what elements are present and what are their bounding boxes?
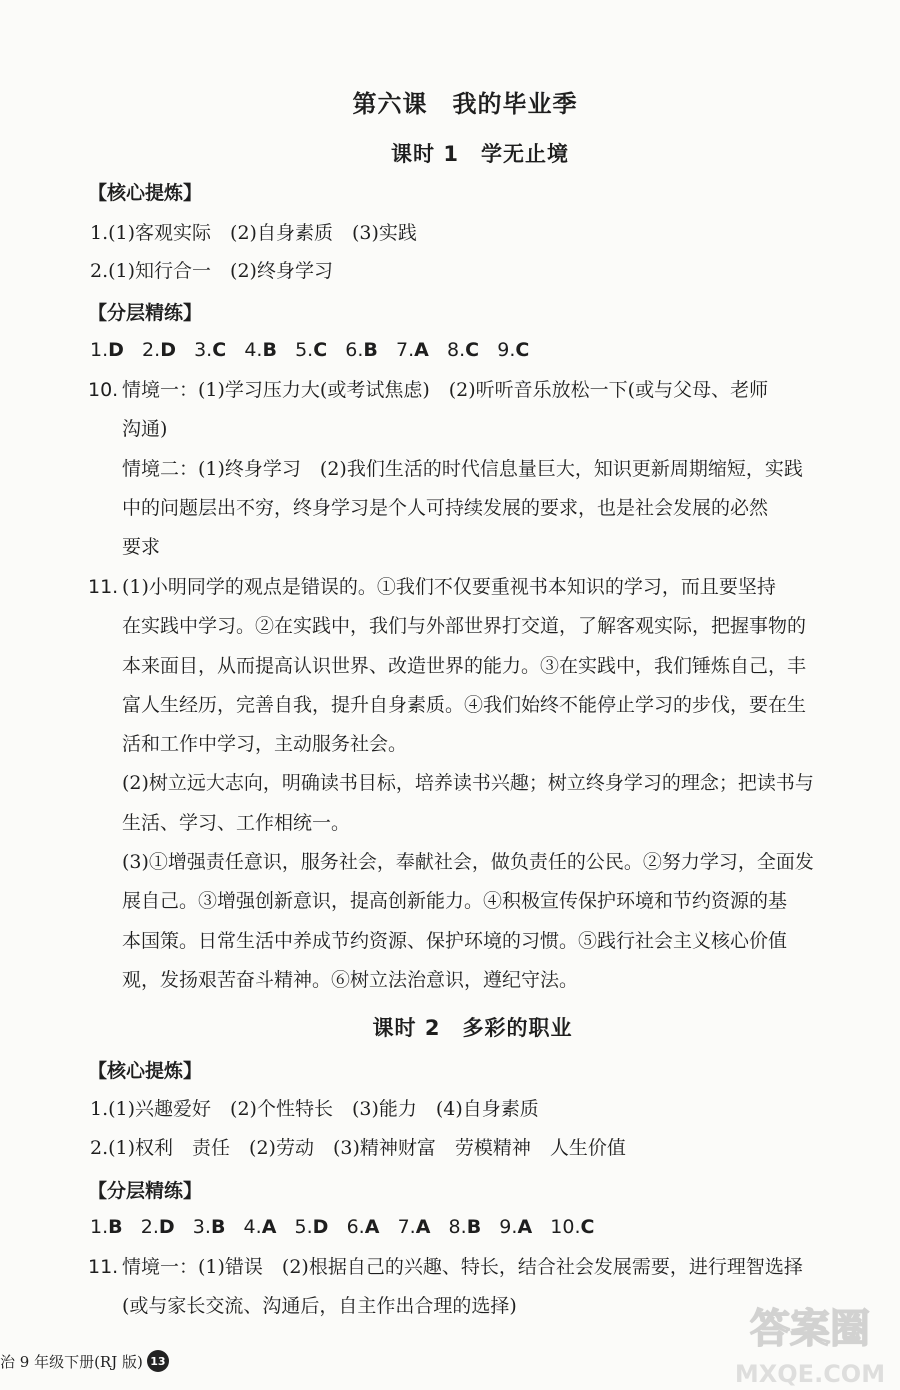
core-item-text: (1)权利 责任 (2)劳动 (3)精神财富 劳模精神 人生价值 <box>108 1137 626 1159</box>
text-line: 情境一：(1)学习压力大(或考试焦虑) (2)听听音乐放松一下(或与父母、老师 <box>122 379 769 401</box>
question-10-answer <box>122 371 874 567</box>
text-line: 在实践中学习。②在实践中，我们与外部世界打交道，了解客观实际，把握事物的 <box>122 615 807 638</box>
mc-item: 9.C <box>497 339 530 361</box>
text-line: 生活、学习、工作相统一。 <box>122 811 351 834</box>
page-number-badge: 13 <box>147 1350 169 1372</box>
mc-item: 5.D <box>294 1216 329 1238</box>
text-line: 展自己。③增强创新意识，提高创新能力。④积极宣传保护环境和节约资源的基 <box>122 890 788 913</box>
text-line: 情境二：(1)终身学习 (2)我们生活的时代信息量巨大，知识更新周期缩短，实践 <box>122 457 803 480</box>
page-footer <box>0 1350 169 1372</box>
period1-title: 课时 1 学无止境 <box>391 142 569 166</box>
core-item-number: 1. <box>90 222 109 244</box>
mc-item: 6.A <box>346 1216 380 1238</box>
text-line: 活和工作中学习，主动服务社会。 <box>122 733 408 756</box>
mc-item: 10.C <box>550 1216 595 1238</box>
text-line: 情境一：(1)错误 (2)根据自己的兴趣、特长，结合社会发展需要，进行理智选择 <box>122 1256 803 1278</box>
mc-item: 7.A <box>397 1216 431 1238</box>
period2-title: 课时 2 多彩的职业 <box>372 1016 573 1040</box>
period2-core-heading: 【核心提炼】 <box>88 1060 203 1082</box>
text-line: (2)树立远大志向，明确读书目标，培养读书兴趣；树立终身学习的理念；把读书与 <box>122 772 814 795</box>
text-line: 沟通) <box>122 418 168 441</box>
watermark-text: 答案圈 <box>750 1306 870 1352</box>
mc-item: 9.A <box>499 1216 533 1238</box>
lesson-title: 第六课 我的毕业季 <box>352 90 578 118</box>
text-line: 本来面目，从而提高认识世界、改造世界的能力。③在实践中，我们锤炼自己，丰 <box>122 654 807 677</box>
question-11-answer <box>122 568 874 1000</box>
mc-item: 1.D <box>90 339 124 361</box>
period2-question-11-number: 11. <box>88 1256 119 1278</box>
period1-core-item-2 <box>90 258 333 284</box>
period1-core-heading: 【核心提炼】 <box>88 182 203 204</box>
core-item-text: (1)兴趣爱好 (2)个性特长 (3)能力 (4)自身素质 <box>108 1098 539 1120</box>
text-line: (或与家长交流、沟通后，自主作出合理的选择) <box>122 1295 517 1318</box>
mc-item: 8.B <box>448 1216 482 1238</box>
footer-book-label: 治 9 年级下册(RJ 版) <box>0 1352 143 1371</box>
question-10-number: 10. <box>88 379 119 401</box>
mc-item: 2.D <box>140 1216 175 1238</box>
mc-item: 6.B <box>345 339 378 361</box>
period2-core-item-1 <box>90 1096 539 1122</box>
text-line: 本国策。日常生活中养成节约资源、保护环境的习惯。⑤践行社会主义核心价值 <box>122 929 788 952</box>
text-line: 中的问题层出不穷，终身学习是个人可持续发展的要求，也是社会发展的必然 <box>122 496 769 519</box>
text-line: 观，发扬艰苦奋斗精神。⑥树立法治意识，遵纪守法。 <box>122 968 579 991</box>
text-line: (1)小明同学的观点是错误的。①我们不仅要重视书本知识的学习，而且要坚持 <box>122 576 776 598</box>
mc-item: 4.B <box>244 339 277 361</box>
watermark-url: MXQE.COM <box>734 1360 886 1388</box>
mc-item: 8.C <box>447 339 480 361</box>
core-item-text: (1)客观实际 (2)自身素质 (3)实践 <box>108 222 417 244</box>
mc-item: 1.B <box>90 1216 123 1238</box>
mc-item: 2.D <box>142 339 176 361</box>
period2-practice-heading: 【分层精练】 <box>88 1180 203 1202</box>
question-11-number: 11. <box>88 576 119 598</box>
core-item-number: 1. <box>90 1098 109 1120</box>
core-item-number: 2. <box>90 260 109 282</box>
mc-item: 5.C <box>295 339 328 361</box>
mc-item: 3.C <box>194 339 227 361</box>
mc-item: 3.B <box>192 1216 226 1238</box>
period2-core-item-2 <box>90 1135 626 1161</box>
text-line: (3)①增强责任意识，服务社会，奉献社会，做负责任的公民。②努力学习，全面发 <box>122 851 814 874</box>
period1-practice-heading: 【分层精练】 <box>88 302 203 324</box>
core-item-number: 2. <box>90 1137 109 1159</box>
text-line: 要求 <box>122 536 161 559</box>
mc-item: 4.A <box>243 1216 277 1238</box>
period1-mc-answers <box>90 339 529 361</box>
mc-item: 7.A <box>396 339 429 361</box>
period1-core-item-1 <box>90 220 417 246</box>
period2-mc-answers <box>90 1216 594 1238</box>
text-line: 富人生经历，完善自我，提升自身素质。④我们始终不能停止学习的步伐，要在生 <box>122 693 807 716</box>
core-item-text: (1)知行合一 (2)终身学习 <box>108 260 333 282</box>
watermark-logo-icon <box>728 1298 893 1388</box>
